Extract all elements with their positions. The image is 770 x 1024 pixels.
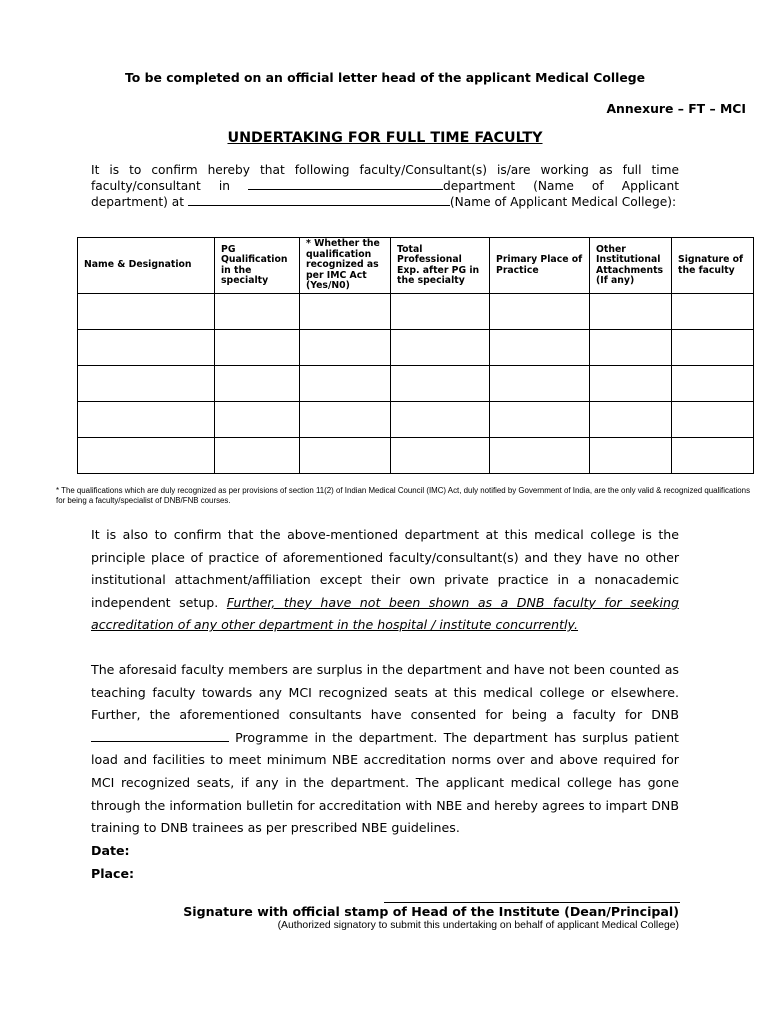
table-cell[interactable] [391, 294, 490, 330]
letterhead-instruction: To be completed on an official letter head of the applicant Medical College [124, 70, 646, 85]
paragraph-text-2: Programme in the department. The department has surplus patient load and facilities to meet minimum NBE accreditation norms over and above required for MCI recognized seats, if any in the department. The applicant medical college has gone through the information bulletin for accreditation with NBE and hereby agrees to impart DNB training to DNB trainees as per prescribed NBE guidelines. [91, 729, 679, 836]
table-cell[interactable] [78, 366, 215, 402]
department-blank-field[interactable] [248, 178, 443, 190]
table-cell[interactable] [215, 366, 300, 402]
paragraph-text-1: The aforesaid faculty members are surplus in the department and have not been counted as teaching faculty towards any MCI recognized seats at this medical college or elsewhere. Further, the aforementioned consultants have consented for being a faculty for DNB [91, 662, 679, 723]
column-header: Primary Place of Practice [490, 238, 590, 294]
table-cell[interactable] [300, 366, 391, 402]
annexure-label: Annexure – FT – MCI [606, 101, 746, 116]
table-cell[interactable] [490, 402, 590, 438]
table-cell[interactable] [215, 402, 300, 438]
table-row [78, 402, 754, 438]
table-cell[interactable] [391, 438, 490, 474]
table-cell[interactable] [391, 330, 490, 366]
table-cell[interactable] [300, 438, 391, 474]
table-cell[interactable] [590, 294, 672, 330]
table-cell[interactable] [490, 330, 590, 366]
place-label: Place: [91, 866, 135, 881]
column-header: Signature of the faculty [672, 238, 754, 294]
table-cell[interactable] [672, 330, 754, 366]
table-cell[interactable] [78, 294, 215, 330]
column-header: * Whether the qualification recognized as per IMC Act (Yes/N0) [300, 238, 391, 294]
table-cell[interactable] [672, 294, 754, 330]
paragraph-text: It is also to confirm that the above-mentioned department at this medical college is the principle place of practice of aforementioned faculty/consultant(s) and they have no other institutional attachment/affiliation except their own private practice in a nonacademic independent setup. [91, 527, 679, 610]
column-header: PG Qualification in the specialty [215, 238, 300, 294]
surplus-paragraph [91, 659, 679, 840]
column-header: Other Institutional Attachments (If any) [590, 238, 672, 294]
signature-note: (Authorized signatory to submit this undertaking on behalf of applicant Medical College) [277, 920, 679, 931]
table-cell[interactable] [590, 438, 672, 474]
table-header-row [78, 238, 754, 294]
table-cell[interactable] [391, 402, 490, 438]
table-cell[interactable] [490, 294, 590, 330]
table-cell[interactable] [300, 402, 391, 438]
table-cell[interactable] [215, 330, 300, 366]
table-cell[interactable] [78, 438, 215, 474]
table-cell[interactable] [590, 366, 672, 402]
imc-footnote: * The qualifications which are duly recognized as per provisions of section 11(2) of Indian Medical Council (IMC) Act, duly notified by Government of India, are the only valid & recognized qualifications for being a faculty/specialist of DNB/FNB courses. [56, 486, 751, 505]
table-cell[interactable] [590, 402, 672, 438]
signature-label: Signature with official stamp of Head of the Institute (Dean/Principal) [183, 904, 679, 919]
table-cell[interactable] [78, 330, 215, 366]
column-header: Name & Designation [78, 238, 215, 294]
page-title: UNDERTAKING FOR FULL TIME FACULTY [227, 130, 543, 146]
table-row [78, 438, 754, 474]
table-cell[interactable] [78, 402, 215, 438]
table-cell[interactable] [300, 330, 391, 366]
table-cell[interactable] [215, 438, 300, 474]
table-row [78, 366, 754, 402]
table-cell[interactable] [490, 438, 590, 474]
faculty-table [77, 237, 754, 474]
table-cell[interactable] [672, 366, 754, 402]
table-cell[interactable] [672, 402, 754, 438]
signature-line[interactable] [384, 902, 680, 903]
table-cell[interactable] [215, 294, 300, 330]
table-cell[interactable] [672, 438, 754, 474]
table-cell[interactable] [391, 366, 490, 402]
confirmation-paragraph [91, 524, 679, 637]
table-row [78, 294, 754, 330]
table-row [78, 330, 754, 366]
table-cell[interactable] [300, 294, 391, 330]
date-label: Date: [91, 843, 130, 858]
column-header: Total Professional Exp. after PG in the specialty [391, 238, 490, 294]
confirm-text-2: department (Name of Applicant department) at [91, 179, 679, 209]
table-cell[interactable] [590, 330, 672, 366]
confirm-text-1: It is to confirm hereby that following faculty/Consultant(s) is/are working as full time faculty/consultant in [91, 163, 679, 193]
confirmation-statement [91, 163, 679, 210]
emphasis-text: Further, they have not been shown as a DNB faculty for seeking accreditation of any other department in the hospital / institute concurrently. [91, 594, 679, 633]
table-cell[interactable] [490, 366, 590, 402]
dnb-specialty-blank-field[interactable] [91, 729, 229, 742]
confirm-text-3: (Name of Applicant Medical College): [449, 195, 677, 209]
college-blank-field[interactable] [188, 194, 450, 206]
